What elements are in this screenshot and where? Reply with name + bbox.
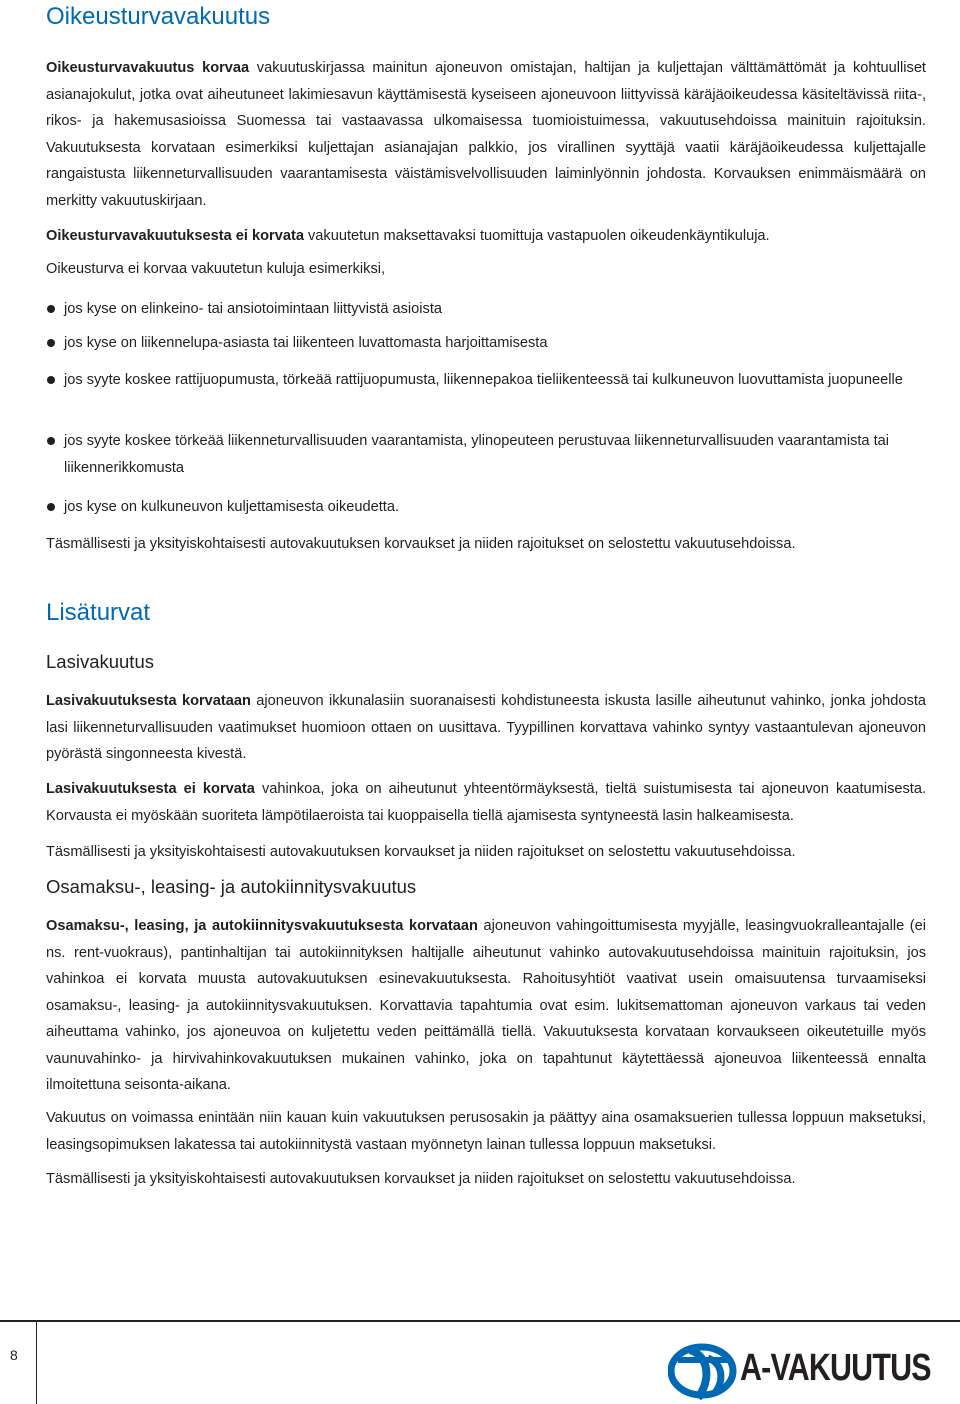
- osamaksu-paragraph-2: Vakuutus on voimassa enintään niin kauan kuin vakuutuksen perusosakin ja päättyy aina osamaksuerien tullessa loppuun maksetuksi, leasingsopimuksen lakatessa tai autokiinnitystä vastaan myönnetyn lainan tullessa loppuun maksetuksi.: [46, 1110, 926, 1153]
- osamaksu-paragraph-3: Täsmällisesti ja yksityiskohtaisesti autovakuutuksen korvaukset ja niiden rajoitukset on selostettu vakuutusehdoissa.: [46, 1171, 796, 1187]
- page-number: 8: [10, 1347, 18, 1363]
- paragraph-text: vahinkoa, joka on aiheutunut yhteentörmäyksestä, tieltä suistumisesta tai ajoneuvon kaatumisesta. Korvausta ei myöskään suoriteta lämpötilaeroista tai kuoppaisella tiellä ajamisesta syntyneestä lasin halkeamisesta.: [46, 781, 927, 824]
- bullet-icon: [47, 503, 55, 511]
- bold-lead: Oikeusturvavakuutuksesta ei korvata: [46, 228, 304, 244]
- list-item: [46, 494, 926, 521]
- list-item-text: jos syyte koskee rattijuopumusta, törkeää rattijuopumusta, liikennepakoa tieliikenteessä tai kulkuneuvon luovuttamista juopuneelle: [64, 372, 903, 388]
- footer-vertical-line: [36, 1322, 37, 1404]
- bullet-icon: [47, 305, 55, 313]
- bold-lead: Lasivakuutuksesta ei korvata: [46, 781, 255, 797]
- list-item-text: jos kyse on liikennelupa-asiasta tai liikenteen luvattomasta harjoittamisesta: [64, 335, 548, 351]
- bold-lead: Oikeusturvavakuutus korvaa: [46, 60, 250, 76]
- lasivakuutus-paragraph-1: [46, 688, 926, 768]
- osamaksu-paragraph-1: [46, 913, 926, 1099]
- list-item: [46, 428, 926, 482]
- bullet-icon: [47, 437, 55, 445]
- lasivakuutus-paragraph-3: Täsmällisesti ja yksityiskohtaisesti autovakuutuksen korvaukset ja niiden rajoitukset on selostettu vakuutusehdoissa.: [46, 844, 796, 860]
- oikeusturva-paragraph-4: Täsmällisesti ja yksityiskohtaisesti autovakuutuksen korvaukset ja niiden rajoitukset on selostettu vakuutusehdoissa.: [46, 536, 796, 552]
- section-title-lisaturvat: Lisäturvat: [46, 599, 151, 626]
- oikeusturva-paragraph-3: Oikeusturva ei korvaa vakuutetun kuluja esimerkiksi,: [46, 261, 386, 277]
- a-vakuutus-logo: [668, 1338, 948, 1398]
- paragraph-text: vakuutuskirjassa mainitun ajoneuvon omistajan, haltijan ja kuljettajan välttämättömät ja kohtuulliset asianajokulut, jotka ovat aiheutuneet lakimiesavun käyttämisestä kyseiseen ajoneuvoon liittyvissä käräjäoikeudessa käsiteltävissä riita-, rikos- ja hakemusasioissa Suomessa tai vastaavassa ulkomaisessa tuomioistuimessa, vakuutusehdoissa mainituin rajoituksin. Vakuutuksesta korvataan esimerkiksi kuljettajan asianajajan palkkio, jos virallinen syyttäjä vaatii käräjäoikeudessa kuljettajalle rangaistusta liikenneturvallisuuden vaarantamisesta väistämisvelvollisuuden laiminlyönnin johdosta. Korvauksen enimmäismäärä on merkitty vakuutuskirjaan.: [46, 60, 926, 209]
- list-item: [46, 296, 926, 323]
- oikeusturva-paragraph-1: [46, 55, 926, 214]
- bold-lead: Osamaksu-, leasing, ja autokiinnitysvakuutuksesta korvataan: [46, 918, 478, 934]
- list-item-text: jos kyse on kulkuneuvon kuljettamisesta oikeudetta.: [64, 499, 400, 515]
- bullet-icon: [47, 339, 55, 347]
- oikeusturva-paragraph-2: [46, 223, 926, 250]
- subsection-title-osamaksu: Osamaksu-, leasing- ja autokiinnitysvakuutus: [46, 876, 417, 897]
- subsection-title-lasivakuutus: Lasivakuutus: [46, 651, 154, 672]
- list-item-text: jos kyse on elinkeino- tai ansiotoimintaan liittyvistä asioista: [64, 301, 442, 317]
- list-item: [46, 367, 926, 394]
- bullet-icon: [47, 376, 55, 384]
- footer-divider: [0, 1320, 960, 1322]
- paragraph-text: ajoneuvon vahingoittumisesta myyjälle, leasingvuokralleantajalle (ei ns. rent-vuokraus), pantinhaltijan tai autokiinnityksen haltijalle aiheutunut vahinko autovakuutusehdoissa mainituin rajoituksin, jos vahinkoa ei korvata muusta autovakuutuksen esinevakuutuksesta. Rahoitusyhtiöt vaativat usein omaisuutensa turvaamiseksi osamaksu-, leasing- ja autokiinnitysvakuutuksen. Korvattavia tapahtumia ovat esim. lukitsemattoman ajoneuvon varkaus tai veden aiheuttama vahinko, jos ajoneuvoa on kuljetettu veden peittämällä tiellä. Vakuutuksesta korvataan korvaukseen oikeutetuille myös vaunuvahinko- ja hirvivahinkovakuutuksen mukainen vahinko, joka on tapahtunut käytettäessä ajoneuvoa liikenteessä ennalta ilmoitettuna seisonta-aikana.: [46, 918, 926, 1093]
- logo-icon: [668, 1338, 738, 1400]
- logo-text: A-VAKUUTUS: [740, 1347, 931, 1389]
- lasivakuutus-paragraph-2: [46, 776, 926, 829]
- bold-lead: Lasivakuutuksesta korvataan: [46, 693, 251, 709]
- paragraph-text: ajoneuvon ikkunalasiin suoranaisesti kohdistuneesta iskusta lasille aiheutunut vahinko, jonka johdosta lasi liikenneturvallisuuden vaatimukset huomioon ottaen on uusittava. Tyypillinen korvattava vahinko syntyy vastaantulevan ajoneuvon pyörästä singonneesta kivestä.: [46, 693, 926, 762]
- section-title-oikeusturva: Oikeusturvavakuutus: [46, 3, 271, 30]
- list-item: [46, 330, 926, 357]
- paragraph-text: vakuutetun maksettavaksi tuomittuja vastapuolen oikeudenkäyntikuluja.: [303, 228, 770, 244]
- list-item-text: jos syyte koskee törkeää liikenneturvallisuuden vaarantamista, ylinopeuteen perustuvaa liikenneturvallisuuden vaarantamista tai liikennerikkomusta: [64, 433, 890, 476]
